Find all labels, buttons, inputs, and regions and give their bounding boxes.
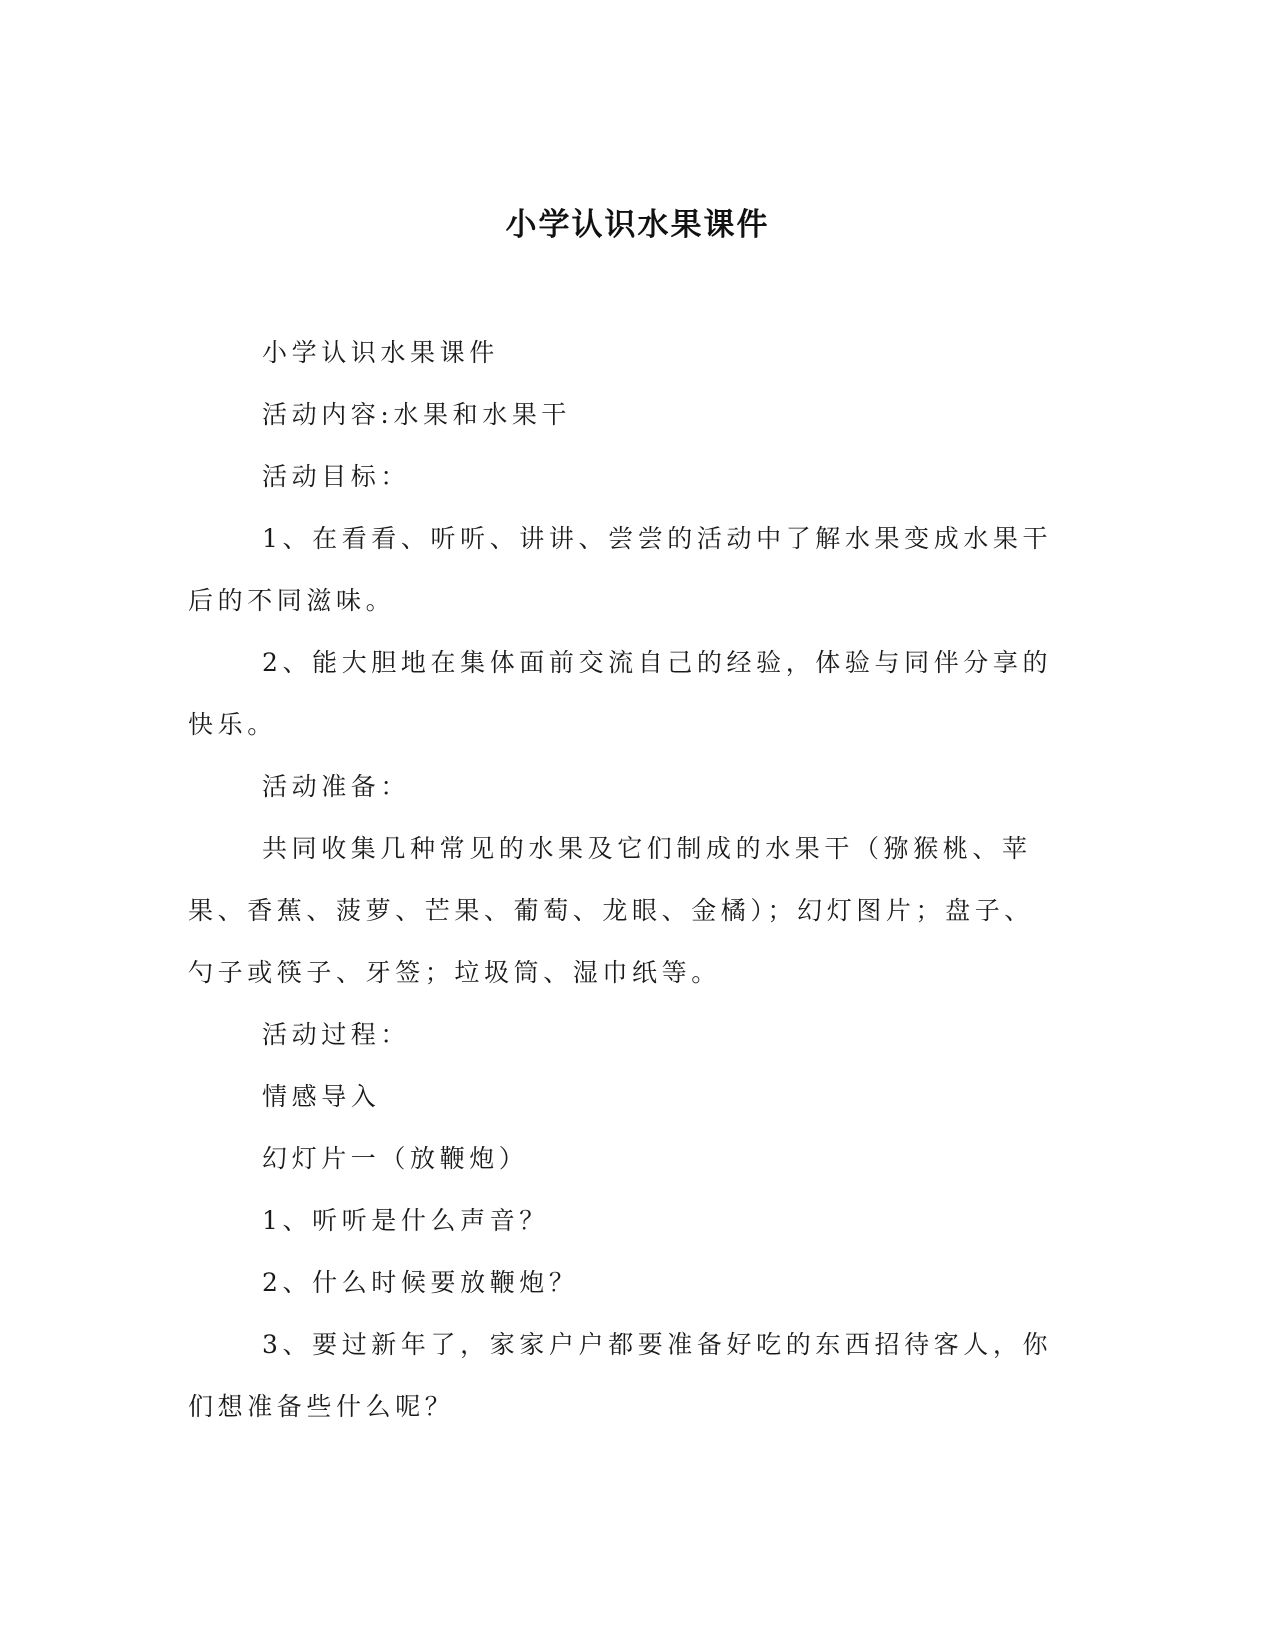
paragraph-activity-content: 活动内容:水果和水果干 bbox=[262, 400, 572, 429]
paragraph-preparation-heading: 活动准备： bbox=[262, 772, 411, 801]
paragraph-question-1: 1、听听是什么声音？ bbox=[262, 1206, 549, 1235]
paragraph-emotional-intro: 情感导入 bbox=[262, 1082, 381, 1111]
paragraph-question-2: 2、什么时候要放鞭炮？ bbox=[262, 1268, 579, 1297]
paragraph-goals-heading: 活动目标： bbox=[262, 462, 411, 491]
document-title: 小学认识水果课件 bbox=[505, 207, 770, 243]
paragraph-subtitle: 小学认识水果课件 bbox=[262, 338, 499, 367]
paragraph-process-heading: 活动过程： bbox=[262, 1020, 411, 1049]
document-body bbox=[188, 322, 1058, 1438]
paragraph-preparation-details: 共同收集几种常见的水果及它们制成的水果干（猕猴桃、苹果、香蕉、菠萝、芒果、葡萄、龙眼、金橘）；幻灯图片；盘子、勺子或筷子、牙签；垃圾筒、湿巾纸等。 bbox=[188, 834, 1034, 987]
paragraph-question-3: 3、要过新年了，家家户户都要准备好吃的东西招待客人，你们想准备些什么呢？ bbox=[188, 1330, 1053, 1421]
paragraph-slide-one: 幻灯片一（放鞭炮） bbox=[262, 1144, 529, 1173]
paragraph-goal-2: 2、能大胆地在集体面前交流自己的经验，体验与同伴分享的快乐。 bbox=[188, 648, 1053, 739]
paragraph-goal-1: 1、在看看、听听、讲讲、尝尝的活动中了解水果变成水果干后的不同滋味。 bbox=[188, 524, 1053, 615]
